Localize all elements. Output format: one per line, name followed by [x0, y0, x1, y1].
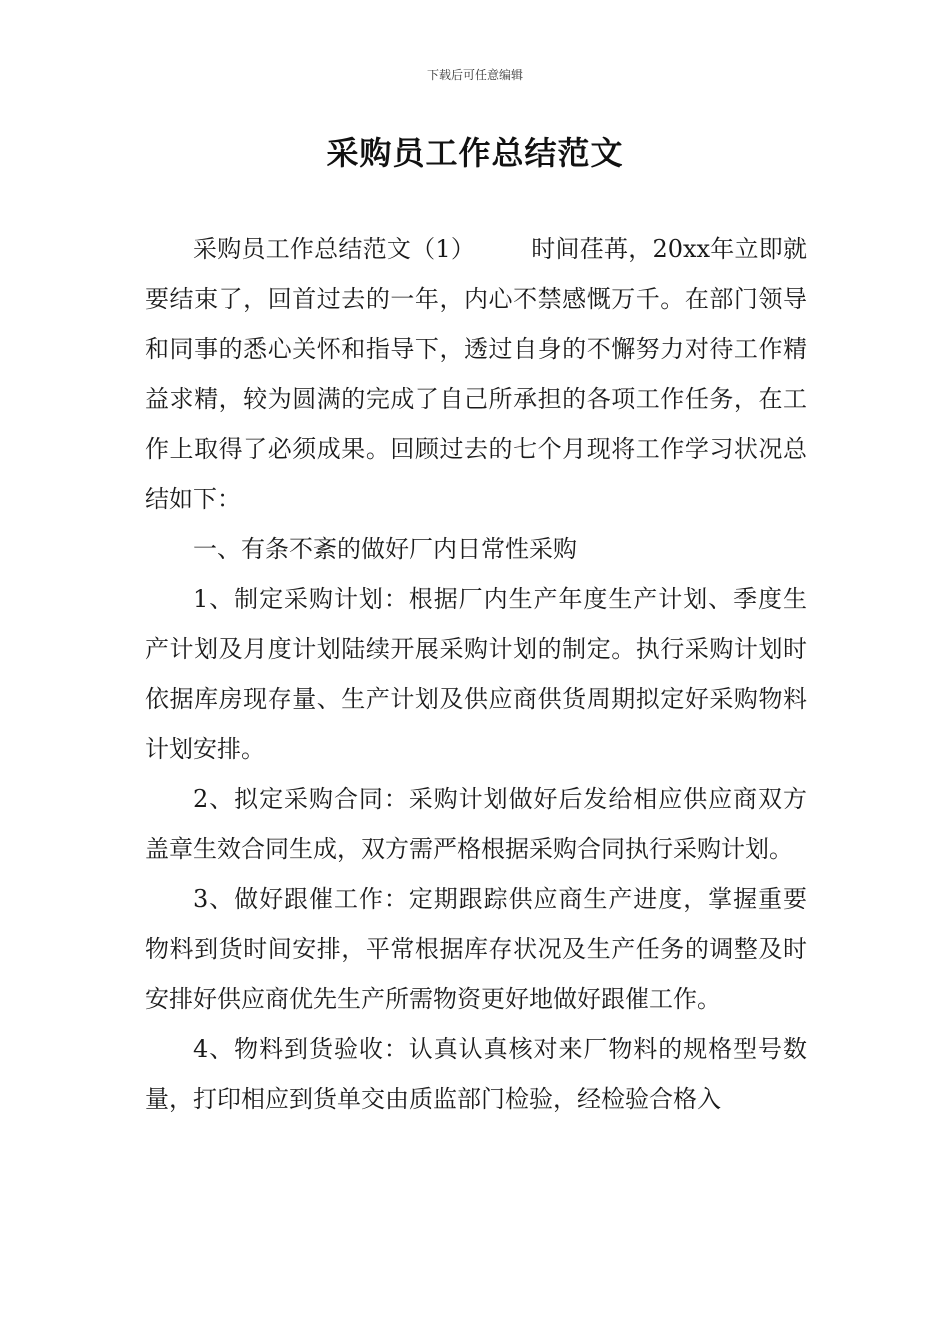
- paragraph-purchase-plan: 1、制定采购计划：根据厂内生产年度生产计划、季度生产计划及月度计划陆续开展采购计划的制定。执行采购计划时依据库房现存量、生产计划及供应商供货周期拟定好采购物料计划安排。: [145, 585, 807, 763]
- intro-text: 时间荏苒，20xx年立即就要结束了，回首过去的一年，内心不禁感慨万千。在部门领导和同事的悉心关怀和指导下，透过自身的不懈努力对待工作精益求精，较为圆满的完成了自己所承担的各项工作任务，在工作上取得了必须成果。回顾过去的七个月现将工作学习状况总结如下：: [145, 235, 807, 513]
- intro-paragraph: [145, 224, 807, 524]
- document-title: 采购员工作总结范文: [326, 134, 624, 172]
- section-heading-1: 一、有条不紊的做好厂内日常性采购: [193, 535, 577, 563]
- header-note: 下载后可任意编辑: [426, 68, 523, 82]
- paragraph-purchase-contract: 2、拟定采购合同：采购计划做好后发给相应供应商双方盖章生效合同生成，双方需严格根据采购合同执行采购计划。: [145, 785, 807, 863]
- paragraph-follow-up: 3、做好跟催工作：定期跟踪供应商生产进度，掌握重要物料到货时间安排，平常根据库存状况及生产任务的调整及时安排好供应商优先生产所需物资更好地做好跟催工作。: [145, 885, 807, 1013]
- document-body: [145, 224, 807, 1124]
- paragraph-acceptance: 4、物料到货验收：认真认真核对来厂物料的规格型号数量，打印相应到货单交由质监部门检验，经检验合格入: [145, 1035, 807, 1113]
- intro-heading: 采购员工作总结范文（1）: [193, 235, 476, 263]
